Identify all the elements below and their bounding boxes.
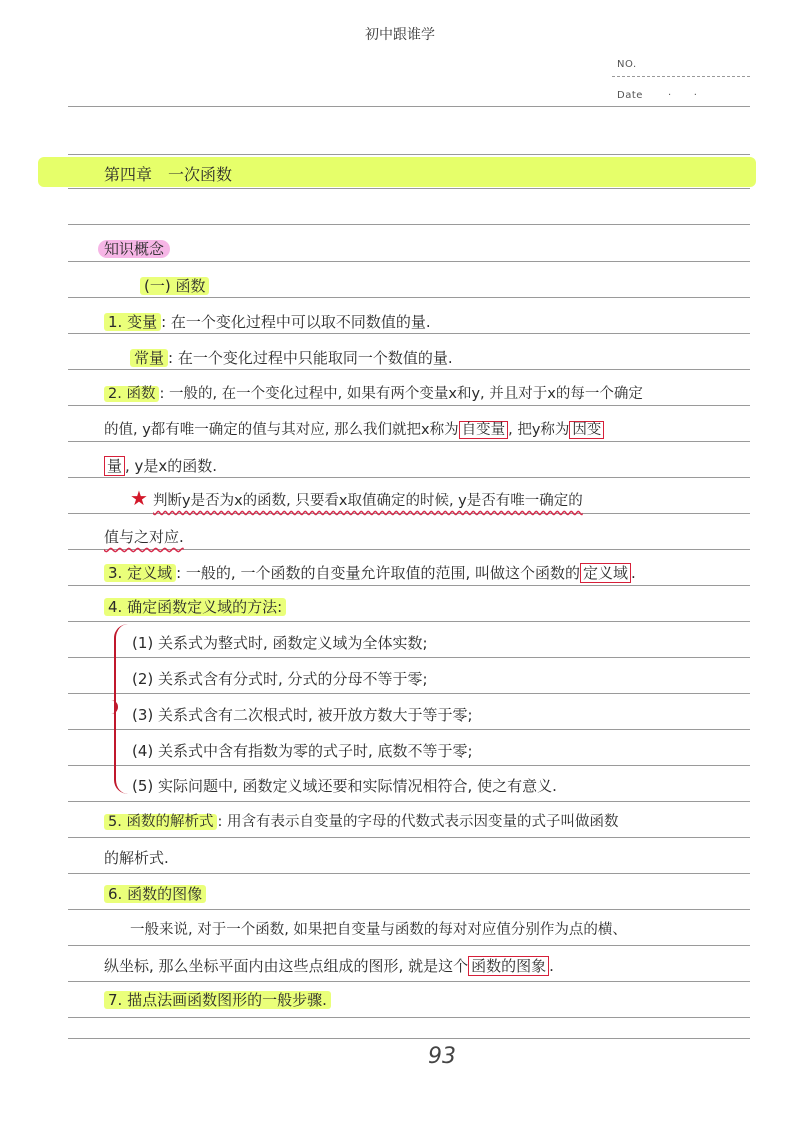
date-label: Date bbox=[617, 90, 643, 101]
ruled-line bbox=[68, 224, 750, 225]
function-definition-line1: 2. 函数 : 一般的, 在一个变化过程中, 如果有两个变量x和y, 并且对于x的每一个确定 bbox=[104, 384, 643, 404]
ruled-line bbox=[68, 441, 750, 442]
function-graph-heading: 6. 函数的图像 bbox=[104, 884, 206, 904]
domain-box: 定义域 bbox=[580, 563, 631, 583]
ruled-line bbox=[68, 513, 750, 514]
ruled-line bbox=[68, 333, 750, 334]
function-graph-box: 函数的图象 bbox=[468, 956, 549, 976]
domain-case-4: (4) 关系式中含有指数为零的式子时, 底数不等于零; bbox=[132, 742, 473, 760]
chapter-title: 第四章 一次函数 bbox=[104, 165, 233, 184]
function-definition-line3: 量 , y是x的函数. bbox=[104, 456, 217, 476]
variable-definition: 1. 变量 : 在一个变化过程中可以取不同数值的量. bbox=[104, 312, 431, 332]
ruled-line bbox=[68, 369, 750, 370]
ruled-line bbox=[68, 154, 750, 155]
page-number: 93 bbox=[428, 1044, 456, 1069]
ruled-line bbox=[68, 297, 750, 298]
no-label: NO. bbox=[617, 59, 637, 70]
ruled-line bbox=[68, 801, 750, 802]
function-graph-line2: 纵坐标, 那么坐标平面内由这些点组成的图形, 就是这个 函数的图象 . bbox=[104, 957, 554, 975]
ruled-line bbox=[68, 477, 750, 478]
section-function-heading: (一) 函数 bbox=[140, 276, 209, 296]
plotting-steps-heading: 7. 描点法画函数图形的一般步骤. bbox=[104, 990, 331, 1010]
curly-brace-tip bbox=[104, 700, 118, 714]
ruled-line bbox=[68, 729, 750, 730]
ruled-line bbox=[68, 837, 750, 838]
function-judgement-note: 判断y是否为x的函数, 只要看x取值确定的时候, y是否有唯一确定的 bbox=[153, 493, 583, 509]
ruled-line bbox=[68, 909, 750, 910]
page-header-title: 初中跟谁学 bbox=[365, 27, 435, 43]
function-graph-line1: 一般来说, 对于一个函数, 如果把自变量与函数的每对对应值分别作为点的横、 bbox=[130, 922, 627, 938]
ruled-line bbox=[68, 765, 750, 766]
independent-variable-box: 自变量 bbox=[459, 421, 509, 439]
domain-case-5: (5) 实际问题中, 函数定义域还要和实际情况相符合, 使之有意义. bbox=[132, 777, 557, 795]
ruled-line bbox=[68, 405, 750, 406]
dependent-variable-box: 因变 bbox=[569, 421, 604, 439]
ruled-line bbox=[68, 693, 750, 694]
ruled-line bbox=[68, 657, 750, 658]
ruled-line bbox=[68, 621, 750, 622]
ruled-line bbox=[68, 585, 750, 586]
analytic-expression-line1: 5. 函数的解析式 : 用含有表示自变量的字母的代数式表示因变量的式子叫做函数 bbox=[104, 812, 618, 832]
constant-definition: 常量 : 在一个变化过程中只能取同一个数值的量. bbox=[130, 348, 453, 368]
domain-case-2: (2) 关系式含有分式时, 分式的分母不等于零; bbox=[132, 670, 428, 688]
ruled-line bbox=[68, 188, 750, 189]
function-definition-line2: 的值, y都有唯一确定的值与其对应, 那么我们就把x称为 自变量 , 把y称为 因变 bbox=[104, 420, 604, 440]
ruled-line bbox=[68, 873, 750, 874]
domain-case-3: (3) 关系式含有二次根式时, 被开放方数大于等于零; bbox=[132, 706, 473, 724]
function-judgement-note-cont: 值与之对应. bbox=[104, 528, 184, 546]
date-dots: · · bbox=[668, 90, 698, 101]
ruled-line bbox=[68, 1038, 750, 1039]
no-line bbox=[612, 76, 750, 77]
ruled-line bbox=[68, 261, 750, 262]
analytic-expression-line2: 的解析式. bbox=[104, 849, 169, 867]
knowledge-heading: 知识概念 bbox=[98, 239, 170, 259]
star-icon: ★ bbox=[130, 486, 148, 510]
ruled-line bbox=[68, 981, 750, 982]
domain-case-1: (1) 关系式为整式时, 函数定义域为全体实数; bbox=[132, 634, 428, 652]
ruled-line bbox=[68, 106, 750, 107]
ruled-line bbox=[68, 1017, 750, 1018]
domain-methods-heading: 4. 确定函数定义域的方法: bbox=[104, 597, 286, 617]
ruled-line bbox=[68, 945, 750, 946]
domain-definition: 3. 定义域 : 一般的, 一个函数的自变量允许取值的范围, 叫做这个函数的 定义域 . bbox=[104, 563, 636, 583]
ruled-line bbox=[68, 549, 750, 550]
